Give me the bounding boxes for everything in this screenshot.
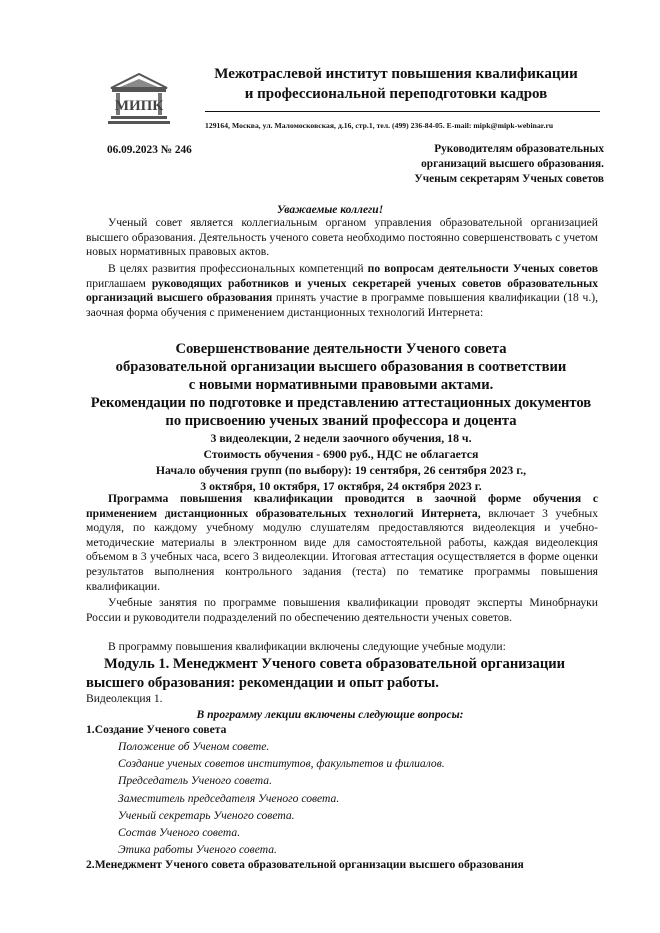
institute-name-line1: Межотраслевой институт повышения квалификации: [214, 66, 578, 82]
program-description: [86, 492, 598, 594]
invitation-text: приглашаем: [86, 276, 152, 290]
list-item: Положение об Ученом совете.: [118, 740, 270, 753]
module-1-title: Модуль 1. Менеджмент Ученого совета образовательной организации высшего образования: рекомендации и опыт работы.: [86, 656, 566, 691]
list-item: Заместитель председателя Ученого совета.: [118, 791, 340, 805]
questions-heading: В программу лекции включены следующие вопросы:: [196, 708, 464, 721]
course-facts: [76, 430, 606, 494]
institute-name: [196, 64, 596, 104]
logo-text: МИПК: [114, 98, 164, 114]
lecture-label: Видеолекция 1.: [86, 692, 163, 705]
program-format: Программа повышения квалификации проводится в заочной форме обучения с применением дистанционных образовательных технологий Интернета,: [86, 492, 598, 520]
section-2-heading: 2.Менеджмент Ученого совета образовательной организации высшего образования: [86, 858, 524, 871]
recipients-block: [364, 142, 604, 187]
list-item: Этика работы Ученого совета.: [118, 843, 277, 857]
institute-name-line2: и профессиональной переподготовки кадров: [244, 86, 548, 102]
invitation-text: принять участие в программе повышения квалификации (18 ч.), заочная форма обучения с применением дистанционных технологий Интернета:: [86, 291, 598, 319]
course-title-line: Совершенствование деятельности Ученого совета: [175, 341, 507, 357]
list-item: Состав Ученого совета.: [118, 826, 241, 840]
instructors-paragraph: Учебные занятия по программе повышения квалификации проводят эксперты Минобрнауки России и руководители подразделений по обеспечению деятельности ученых советов.: [86, 596, 598, 624]
program-details: включает 3 учебных модуля, по каждому учебному модулю слушателям предоставляются видеолекция и учебно-методические материалы в электронном виде для самостоятельной работы, каждая видеолекция объемом в 3 учебных часа, всего 3 видеолекции. Итоговая аттестация осуществляется в форме оценки результатов выполнения контрольного задания (теста) по тематике программы повышения квалификации.: [86, 506, 598, 593]
list-item: Ученый секретарь Ученого совета.: [118, 808, 295, 822]
recipient-line: организаций высшего образования.: [421, 158, 604, 170]
header-divider: [205, 111, 600, 112]
invitation-text: В целях развития профессиональных компетенций: [108, 262, 368, 275]
course-duration: 3 видеолекции, 2 недели заочного обучения, 18 ч.: [210, 431, 472, 445]
salutation: Уважаемые коллеги!: [276, 204, 384, 216]
institute-address: 129164, Москва, ул. Маломосковская, д.16, стр.1, тел. (499) 236-84-05. E-mail: mipk@mipk-webinar.ru: [205, 121, 554, 130]
course-title-line: по присвоению ученых званий профессора и доцента: [165, 413, 517, 429]
course-title: [76, 340, 606, 430]
invitation-topic: по вопросам деятельности Ученых советов: [367, 262, 598, 275]
course-price: Стоимость обучения - 6900 руб., НДС не облагается: [203, 447, 479, 461]
section-1-heading: 1.Создание Ученого совета: [86, 723, 227, 736]
recipient-line: Ученым секретарям Ученых советов: [414, 173, 604, 185]
course-title-line: образовательной организации высшего образования в соответствии: [115, 359, 567, 375]
intro-paragraph: Ученый совет является коллегиальным органом управления образовательной организацией высшего образования. Деятельность ученого совета необходимо постоянно совершенствовать с учетом новых нормативных правовых актов.: [86, 216, 598, 259]
invitation-audience: руководящих работников и ученых секретарей ученых советов образовательных организаций высшего образования: [86, 276, 598, 305]
letter-date-number: 06.09.2023 № 246: [107, 144, 192, 156]
modules-intro: В программу повышения квалификации включены следующие учебные модули:: [108, 640, 506, 653]
course-start-dates: Начало обучения групп (по выбору): 19 сентября, 26 сентября 2023 г.,: [155, 463, 527, 477]
list-item: Создание ученых советов институтов, факультетов и филиалов.: [118, 757, 445, 771]
course-title-line: с новыми нормативными правовыми актами.: [188, 377, 494, 393]
institute-logo: [108, 72, 170, 126]
section-1-list: [118, 738, 445, 858]
invitation-paragraph: [86, 262, 598, 320]
course-title-line: Рекомендации по подготовке и представлению аттестационных документов: [90, 395, 592, 411]
course-start-dates-cont: 3 октября, 10 октября, 17 октября, 24 октября 2023 г.: [200, 479, 482, 493]
list-item: Председатель Ученого совета.: [118, 774, 272, 788]
recipient-line: Руководителям образовательных: [434, 143, 604, 155]
